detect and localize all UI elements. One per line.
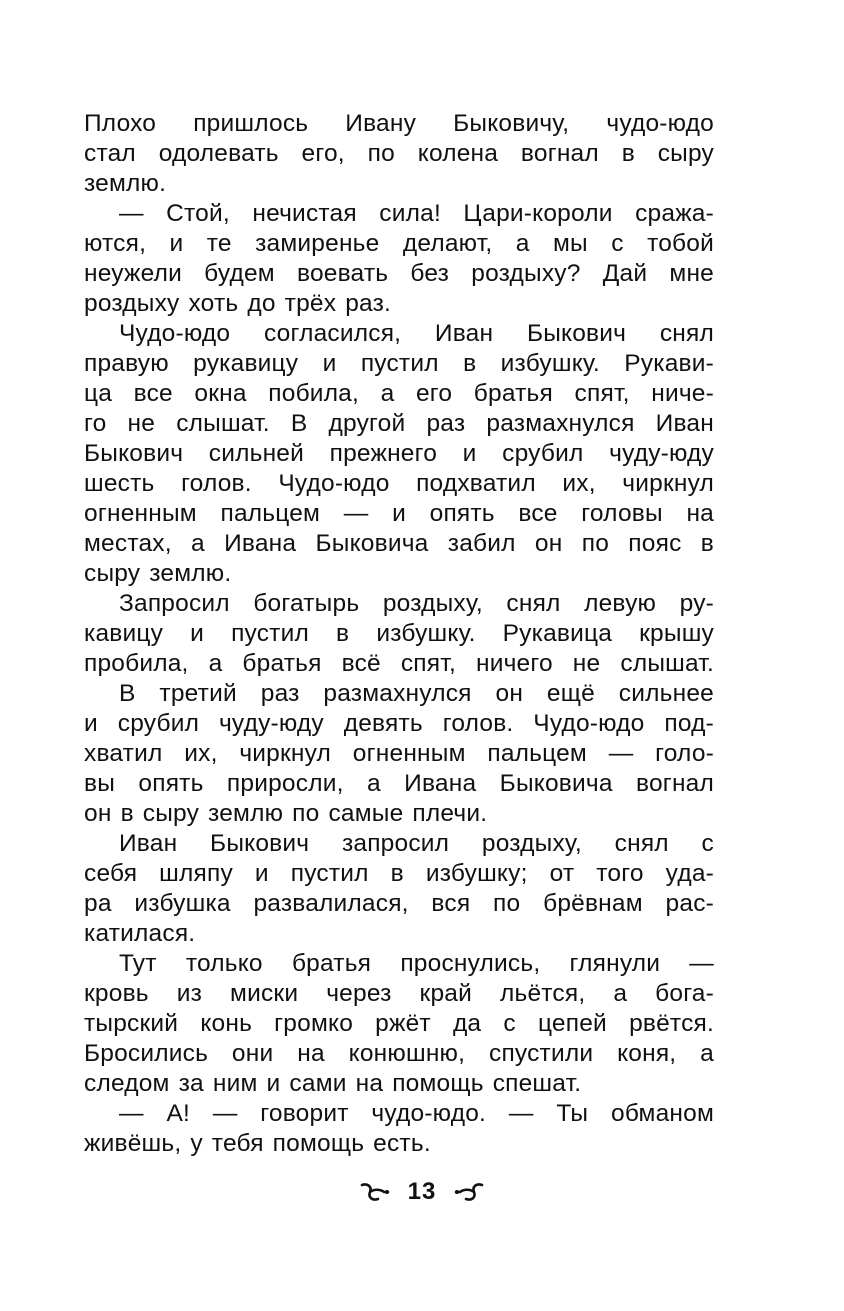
text-line: катилася. [84, 920, 196, 947]
text-line: местах, а Ивана Быковича забил он по пояс в [84, 530, 714, 557]
text-line: Быкович сильней прежнего и срубил чуду-юду [84, 440, 714, 467]
text-line: ются, и те замиренье делают, а мы с тобой [84, 230, 714, 257]
text-line: — Стой, нечистая сила! Цари-короли сража- [119, 200, 714, 227]
text-line: тырский конь громко ржёт да с цепей рвётся. [84, 1010, 714, 1037]
text-line: роздыху хоть до трёх раз. [84, 290, 392, 317]
text-line: и срубил чуду-юду девять голов. Чудо-юдо под- [84, 710, 714, 737]
text-line: правую рукавицу и пустил в избушку. Рукави- [84, 350, 714, 377]
text-line: Тут только братья проснулись, глянули — [119, 950, 714, 977]
text-line: хватил их, чиркнул огненным пальцем — голо- [84, 740, 714, 767]
text-line: ра избушка развалилася, вся по брёвнам рас- [84, 890, 714, 917]
text-line: пробила, а братья всё спят, ничего не слышат. [84, 650, 714, 677]
text-line: го не слышат. В другой раз размахнулся Иван [84, 410, 714, 437]
text-line: неужели будем воевать без роздыху? Дай мне [84, 260, 714, 287]
text-line: следом за ним и сами на помощь спешат. [84, 1070, 582, 1097]
text-line: ца все окна побила, а его братья спят, ниче- [84, 380, 714, 407]
text-line: Бросились они на конюшню, спустили коня, а [84, 1040, 714, 1067]
page-footer [0, 1176, 844, 1207]
text-line: — А! — говорит чудо-юдо. — Ты обманом [119, 1100, 714, 1127]
text-line: вы опять приросли, а Ивана Быковича вогнал [84, 770, 714, 797]
text-line: стал одолевать его, по колена вогнал в сыру [84, 140, 714, 167]
page-text [84, 109, 714, 1159]
text-line: Чудо-юдо согласился, Иван Быкович снял [119, 320, 714, 347]
text-line: В третий раз размахнулся он ещё сильнее [119, 680, 714, 707]
text-line: живёшь, у тебя помощь есть. [84, 1130, 431, 1157]
page-number: 13 [407, 1177, 437, 1205]
text-line: сыру землю. [84, 560, 232, 587]
text-line: Плохо пришлось Ивану Быковичу, чудо-юдо [84, 110, 714, 137]
text-line: кавицу и пустил в избушку. Рукавица крышу [84, 620, 714, 647]
text-line: себя шляпу и пустил в избушку; от того уда- [84, 860, 714, 887]
text-line: землю. [84, 170, 167, 197]
left-ornament-icon [360, 1181, 390, 1203]
text-line: Иван Быкович запросил роздыху, снял с [119, 830, 714, 857]
right-ornament-icon [454, 1181, 484, 1203]
text-line: Запросил богатырь роздыху, снял левую ру- [119, 590, 714, 617]
text-line: он в сыру землю по самые плечи. [84, 800, 488, 827]
text-line: кровь из миски через край льётся, а бога- [84, 980, 714, 1007]
text-line: шесть голов. Чудо-юдо подхватил их, чиркнул [84, 470, 714, 497]
text-line: огненным пальцем — и опять все головы на [84, 500, 714, 527]
